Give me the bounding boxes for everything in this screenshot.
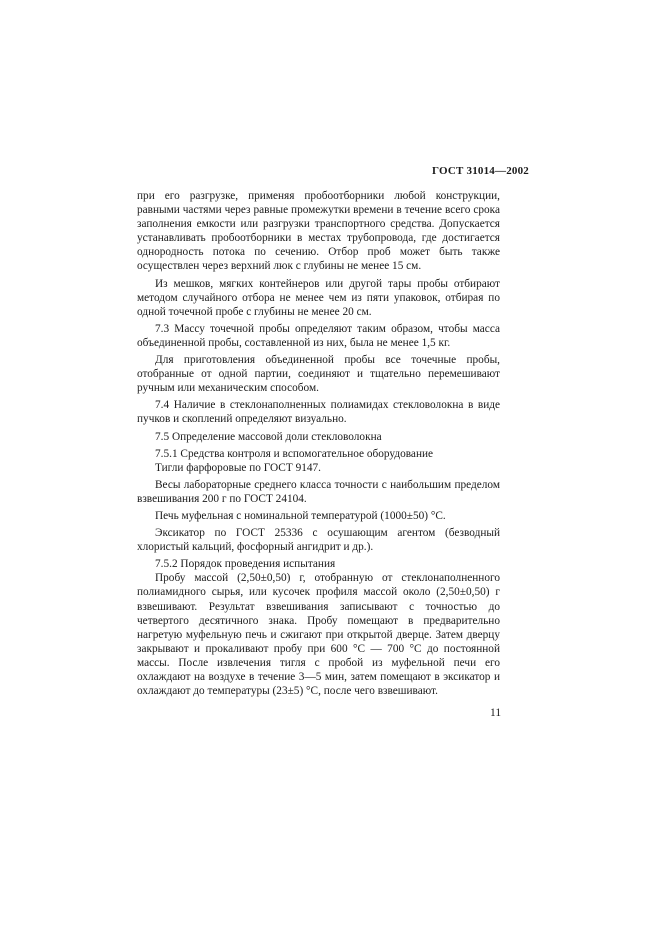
paragraph-combined-sample: Для приготовления объединенной пробы все точечные пробы, отобранные от одной партии, соединяют и тщательно перемешивают ручным или механическим способом. — [137, 354, 500, 395]
equipment-scales: Весы лабораторные среднего класса точности с наибольшим пределом взвешивания 200 г по ГОСТ 24104. — [137, 478, 500, 505]
paragraph-7-3: 7.3 Массу точечной пробы определяют таким образом, чтобы масса объединенной пробы, составленной из них, была не менее 1,5 кг. — [137, 322, 500, 349]
paragraph-procedure: Пробу массой (2,50±0,50) г, отобранную от стеклонаполненного полиамидного сырья, или кусочек профиля массой около (2,50±0,50) г взвешивают. Результат взвешивания записывают с точностью до четвертого десятичного знака. Пробу помещают в предварительно нагретую муфельную печь и сжигают при открытой дверце. Затем дверцу закрывают и прокаливают пробу при 600 °С — 700 °С до постоянной массы. После извлечения тигля с пробой из муфельной печи его охлаждают на воздухе в течение 3—5 мин, затем помещают в эксикатор и охлаждают до температуры (23±5) °С, после чего взвешивают. — [137, 572, 500, 698]
equipment-crucibles: Тигли фарфоровые по ГОСТ 9147. — [155, 461, 321, 474]
section-heading-7-5-2: 7.5.2 Порядок проведения испытания — [155, 558, 336, 571]
paragraph-7-4: 7.4 Наличие в стеклонаполненных полиамидах стекловолокна в виде пучков и скоплений определяют визуально. — [137, 399, 500, 426]
document-header: ГОСТ 31014—2002 — [432, 165, 529, 177]
page-number: 11 — [490, 707, 502, 719]
equipment-furnace: Печь муфельная с номинальной температурой (1000±50) °С. — [155, 509, 446, 522]
section-heading-7-5: 7.5 Определение массовой доли стекловолокна — [155, 430, 382, 443]
paragraph-sampling-continuation: при его разгрузке, применяя пробоотборники любой конструкции, равными частями через равные промежутки времени в течение всего срока заполнения емкости или разгрузки транспортного средства. Допускается устанавливать пробоотборники в местах трубопровода, где достигается однородность потока по сечению. Отбор проб может быть также осуществлен через верхний люк с глубины не менее 15 см. — [137, 190, 500, 273]
document-body — [137, 189, 500, 701]
section-heading-7-5-1: 7.5.1 Средства контроля и вспомогательное оборудование — [155, 447, 434, 460]
paragraph-bags-sampling: Из мешков, мягких контейнеров или другой тары пробы отбирают методом случайного отбора не менее чем из пяти упаковок, отбирая по одной точечной пробе с глубины не менее 20 см. — [137, 277, 500, 318]
equipment-desiccator: Эксикатор по ГОСТ 25336 с осушающим агентом (безводный хлористый кальций, фосфорный ангидрит и др.). — [137, 527, 500, 554]
